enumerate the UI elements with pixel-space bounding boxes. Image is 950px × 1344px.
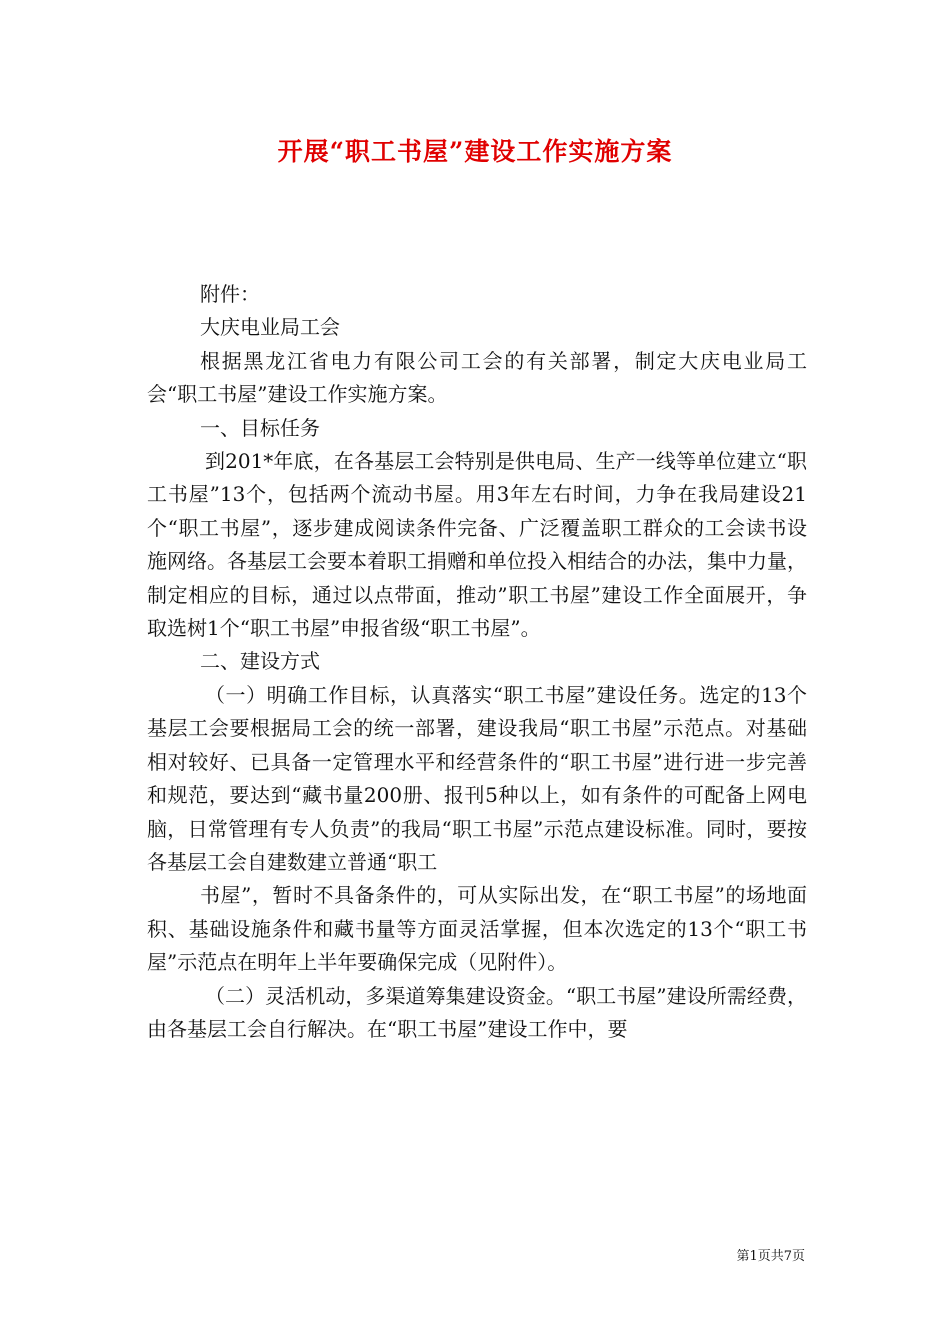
intro-paragraph: 根据黑龙江省电力有限公司工会的有关部署，制定大庆电业局工会“职工书屋”建设工作实施方案。 xyxy=(147,348,807,407)
issuer-name: 大庆电业局工会 xyxy=(200,315,340,340)
method-paragraph-1-continued: 书屋”，暂时不具备条件的，可从实际出发，在“职工书屋”的场地面积、基础设施条件和藏书量等方面灵活掌握，但本次选定的13个“职工书屋”示范点在明年上半年要确保完成（见附件）。 xyxy=(147,883,807,975)
method-paragraph-1: （一）明确工作目标，认真落实“职工书屋”建设任务。选定的13个基层工会要根据局工会的统一部署，建设我局“职工书屋”示范点。对基础相对较好、已具备一定管理水平和经营条件的“职工书屋”进行进一步完善和规范，要达到“藏书量200册、报刊5种以上，如有条件的可配备上网电脑，日常管理有专人负责”的我局“职工书屋”示范点建设标准。同时，要按各基层工会自建数建立普通“职工 xyxy=(147,682,807,874)
document-body xyxy=(147,278,807,1046)
section-heading-goals: 一、目标任务 xyxy=(200,415,320,440)
attachment-label: 附件： xyxy=(200,282,260,306)
method-paragraph-2: （二）灵活机动，多渠道筹集建设资金。“职工书屋”建设所需经费，由各基层工会自行解决。在“职工书屋”建设工作中，要 xyxy=(147,983,807,1041)
goals-paragraph: 到201*年底，在各基层工会特别是供电局、生产一线等单位建立“职工书屋”13个，包括两个流动书屋。用3年左右时间，力争在我局建设21个“职工书屋”，逐步建成阅读条件完备、广泛覆盖职工群众的工会读书设施网络。各基层工会要本着职工捐赠和单位投入相结合的办法，集中力量，制定相应的目标，通过以点带面，推动”职工书屋”建设工作全面展开，争取选树1个“职工书屋”申报省级“职工书屋”。 xyxy=(147,449,807,641)
page-number: 第1页共7页 xyxy=(736,1249,805,1264)
section-heading-methods: 二、建设方式 xyxy=(200,649,320,674)
document-title: 开展“职工书屋”建设工作实施方案 xyxy=(277,137,673,166)
